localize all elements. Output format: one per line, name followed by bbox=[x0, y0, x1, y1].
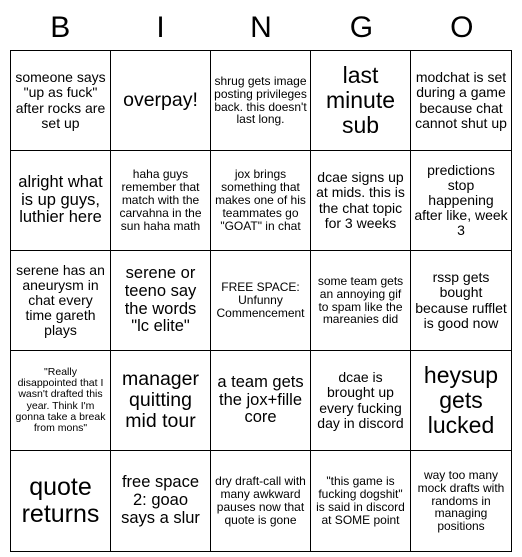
header-letter-n: N bbox=[250, 11, 272, 44]
bingo-cell-2-3[interactable]: jox brings something that makes one of his teammates go "GOAT" in chat bbox=[211, 151, 311, 251]
bingo-cell-2-5[interactable]: predictions stop happening after like, week 3 bbox=[411, 151, 511, 251]
bingo-cell-1-1[interactable]: someone says "up as fuck" after rocks are set up bbox=[11, 51, 111, 151]
header-letter-b: B bbox=[50, 11, 71, 44]
bingo-cell-1-5[interactable]: modchat is set during a game because chat cannot shut up bbox=[411, 51, 511, 151]
header-letter-o: O bbox=[450, 11, 474, 44]
bingo-cell-1-4[interactable]: last minute sub bbox=[311, 51, 411, 151]
bingo-cell-2-1[interactable]: alright what is up guys, luthier here bbox=[11, 151, 111, 251]
bingo-cell-2-2[interactable]: haha guys remember that match with the carvahna in the sun haha math bbox=[111, 151, 211, 251]
bingo-cell-5-1[interactable]: quote returns bbox=[11, 451, 111, 551]
header-letter-g: G bbox=[349, 11, 374, 44]
bingo-cell-3-4[interactable]: some team gets an annoying gif to spam like the mareanies did bbox=[311, 251, 411, 351]
bingo-cell-3-2[interactable]: serene or teeno say the words "lc elite" bbox=[111, 251, 211, 351]
bingo-cell-5-3[interactable]: dry draft-call with many awkward pauses now that quote is gone bbox=[211, 451, 311, 551]
bingo-board bbox=[10, 50, 512, 552]
bingo-cell-4-2[interactable]: manager quitting mid tour bbox=[111, 351, 211, 451]
bingo-cell-5-5[interactable]: way too many mock drafts with randoms in managing positions bbox=[417, 467, 505, 534]
bingo-cell-4-3[interactable]: a team gets the jox+fille core bbox=[211, 351, 311, 451]
bingo-cell-4-4[interactable]: dcae is brought up every fucking day in discord bbox=[311, 351, 411, 451]
bingo-header bbox=[10, 0, 512, 50]
bingo-cell-5-2[interactable]: free space 2: goao says a slur bbox=[111, 451, 211, 551]
bingo-cell-5-4[interactable]: "this game is fucking dogshit" is said in discord at SOME point bbox=[311, 451, 411, 551]
bingo-cell-3-5[interactable]: rssp gets bought because rufflet is good now bbox=[411, 251, 511, 351]
bingo-cell-3-1[interactable]: serene has an aneurysm in chat every time gareth plays bbox=[11, 251, 111, 351]
header-letter-i: I bbox=[156, 11, 165, 44]
bingo-cell-2-4[interactable]: dcae signs up at mids. this is the chat topic for 3 weeks bbox=[311, 151, 411, 251]
bingo-cell-4-5[interactable]: heysup gets lucked bbox=[411, 351, 511, 451]
bingo-cell-1-2[interactable]: overpay! bbox=[111, 51, 211, 151]
bingo-cell-3-3-free-space[interactable]: FREE SPACE: Unfunny Commencement bbox=[211, 251, 311, 351]
bingo-cell-4-1[interactable]: "Really disappointed that I wasn't drafted this year. Think I'm gonna take a break from mons" bbox=[11, 351, 111, 451]
bingo-cell-1-3[interactable]: shrug gets image posting privileges back. this doesn't last long. bbox=[211, 51, 311, 151]
